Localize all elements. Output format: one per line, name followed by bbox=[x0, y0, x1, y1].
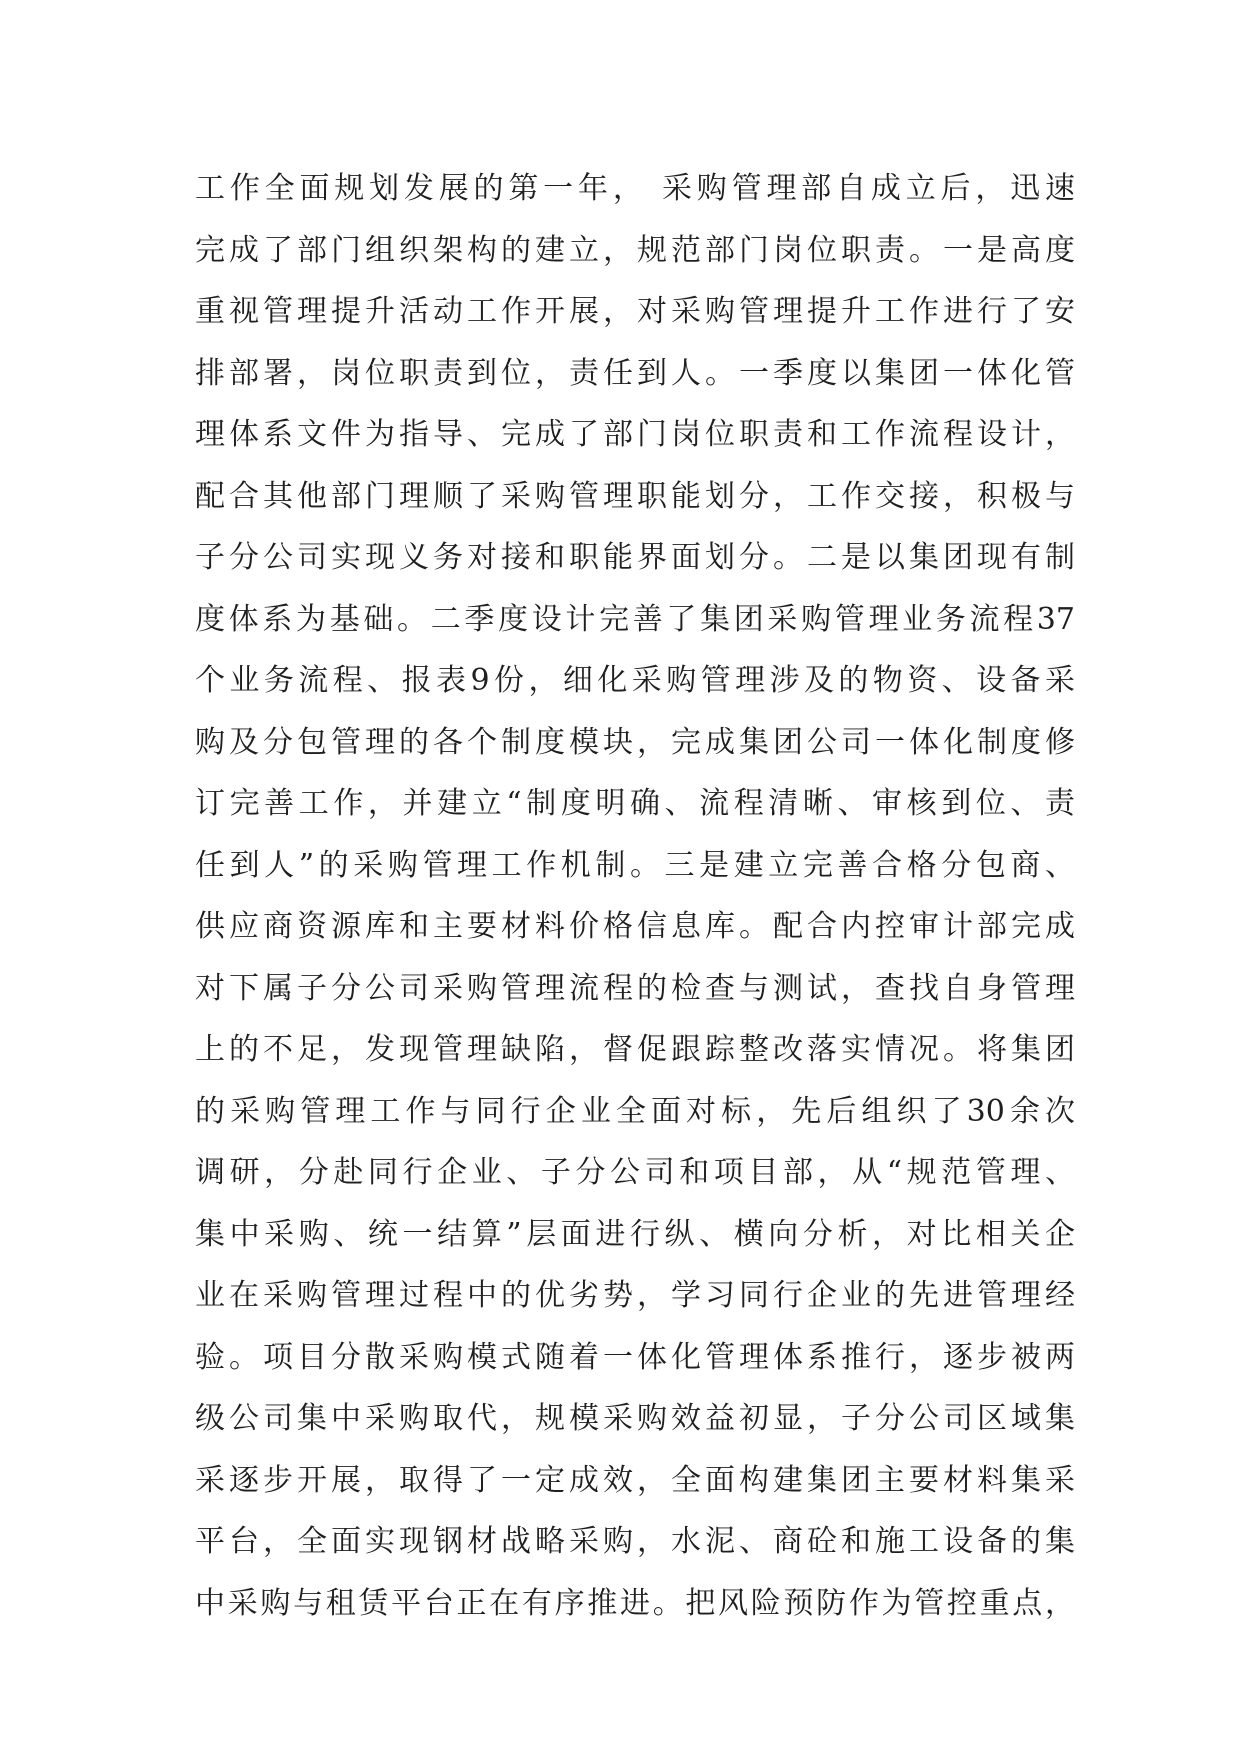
text-line: 级公司集中采购取代，规模采购效益初显，子分公司区域集 bbox=[195, 1401, 1075, 1436]
text-line: 验。项目分散采购模式随着一体化管理体系推行，逐步被两 bbox=[195, 1339, 1075, 1375]
text-line: 购及分包管理的各个制度模块，完成集团公司一体化制度修 bbox=[195, 724, 1075, 760]
text-line: 上的不足，发现管理缺陷，督促跟踪整改落实情况。将集团 bbox=[195, 1032, 1075, 1067]
text-line: 个业务流程、报表9份，细化采购管理涉及的物资、设备采 bbox=[195, 663, 1075, 698]
text-line: 配合其他部门理顺了采购管理职能划分，工作交接，积极与 bbox=[195, 478, 1075, 514]
body-text bbox=[195, 158, 1075, 1634]
text-line: 度体系为基础。二季度设计完善了集团采购管理业务流程37 bbox=[195, 601, 1075, 637]
text-line: 重视管理提升活动工作开展，对采购管理提升工作进行了安 bbox=[195, 294, 1075, 329]
text-line: 业在采购管理过程中的优劣势，学习同行企业的先进管理经 bbox=[195, 1278, 1075, 1313]
text-line: 对下属子分公司采购管理流程的检查与测试，查找自身管理 bbox=[195, 970, 1075, 1006]
text-line: 平台，全面实现钢材战略采购，水泥、商砼和施工设备的集 bbox=[195, 1524, 1075, 1559]
text-line: 子分公司实现义务对接和职能界面划分。二是以集团现有制 bbox=[195, 540, 1075, 575]
text-line: 完成了部门组织架构的建立，规范部门岗位职责。一是高度 bbox=[195, 232, 1075, 268]
text-line: 中采购与租赁平台正在有序推进。把风险预防作为管控重点， bbox=[195, 1585, 1075, 1621]
text-line: 排部署，岗位职责到位，责任到人。一季度以集团一体化管 bbox=[195, 355, 1075, 391]
text-line: 任到人”的采购管理工作机制。三是建立完善合格分包商、 bbox=[195, 847, 1075, 883]
text-line: 理体系文件为指导、完成了部门岗位职责和工作流程设计， bbox=[195, 417, 1075, 452]
text-line: 供应商资源库和主要材料价格信息库。配合内控审计部完成 bbox=[195, 909, 1075, 944]
text-line: 调研，分赴同行企业、子分公司和项目部，从“规范管理、 bbox=[195, 1155, 1075, 1190]
text-line: 订完善工作，并建立“制度明确、流程清晰、审核到位、责 bbox=[195, 786, 1075, 821]
text-line: 集中采购、统一结算”层面进行纵、横向分析，对比相关企 bbox=[195, 1216, 1075, 1252]
text-line: 的采购管理工作与同行企业全面对标，先后组织了30余次 bbox=[195, 1093, 1075, 1129]
text-line: 采逐步开展，取得了一定成效，全面构建集团主要材料集采 bbox=[195, 1462, 1075, 1498]
text-line: 工作全面规划发展的第一年， 采购管理部自成立后，迅速 bbox=[195, 171, 1075, 206]
